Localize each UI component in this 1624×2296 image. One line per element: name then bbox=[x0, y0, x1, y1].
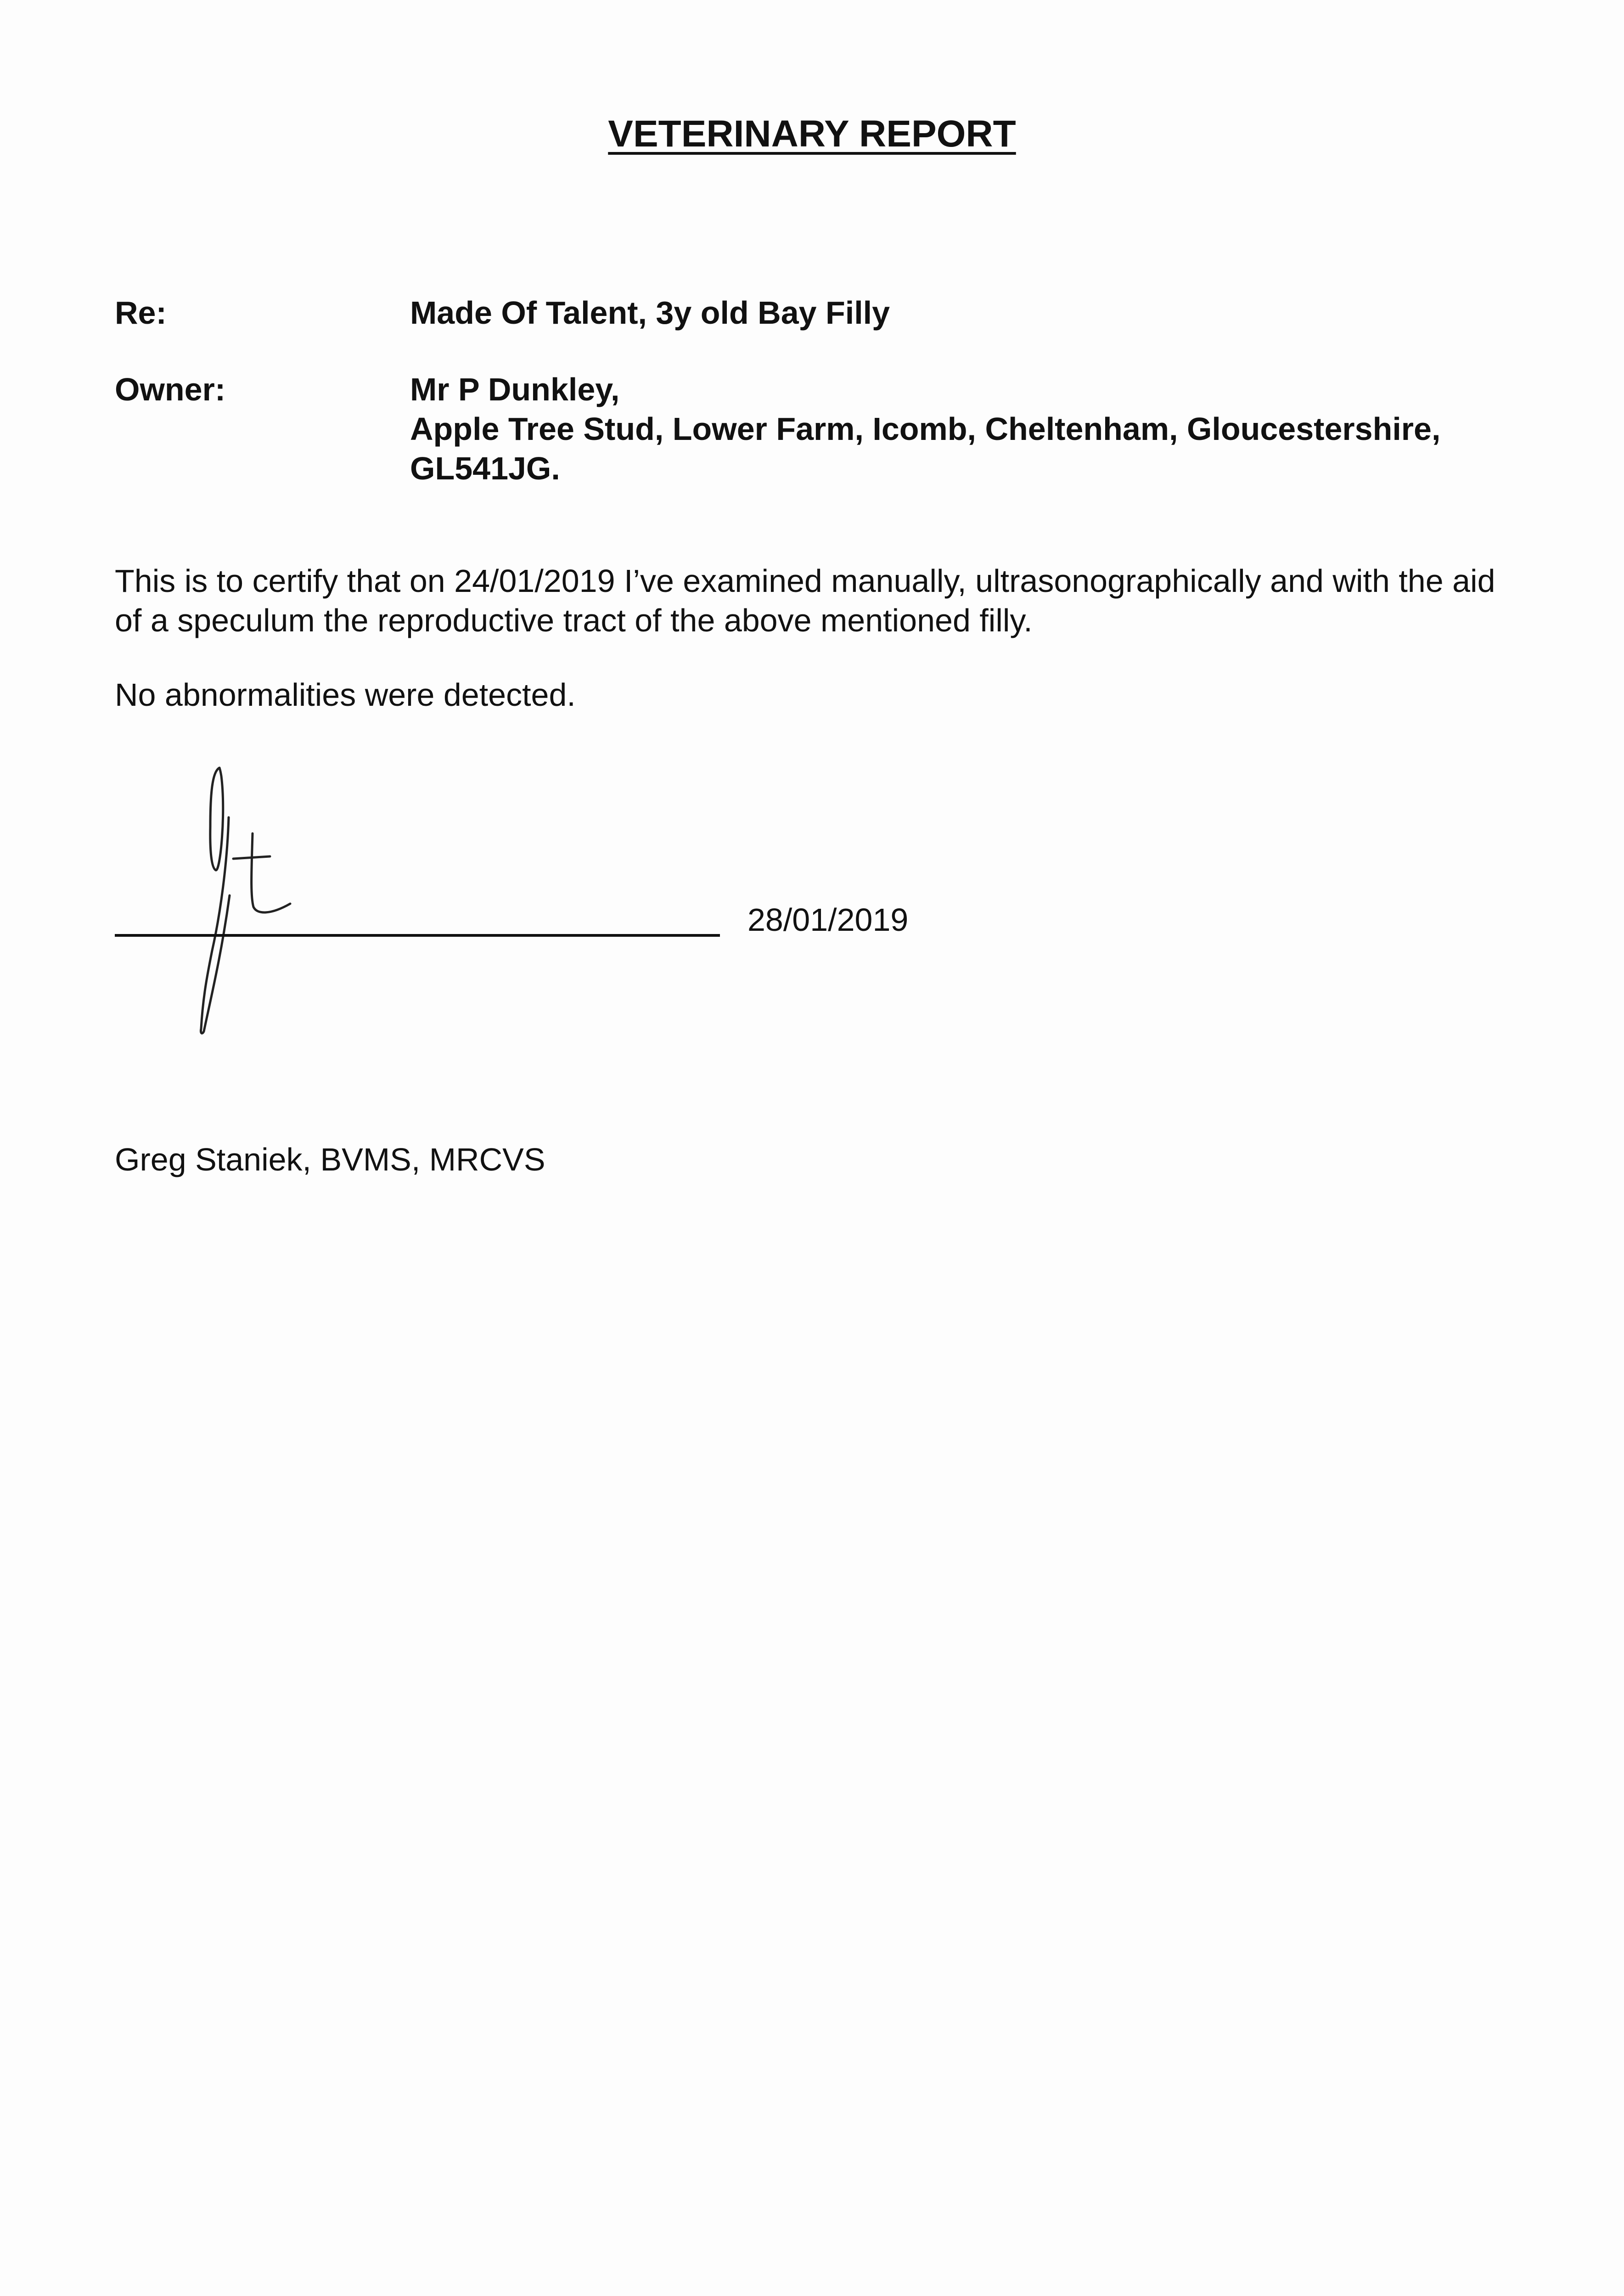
re-value: Made Of Talent, 3y old Bay Filly bbox=[410, 295, 890, 331]
owner-label: Owner: bbox=[115, 371, 226, 407]
owner-name: Mr P Dunkley, bbox=[410, 371, 620, 407]
signature-line bbox=[115, 934, 720, 937]
owner-postcode: GL541JG. bbox=[410, 450, 560, 486]
certification-paragraph: This is to certify that on 24/01/2019 I’ve examined manually, ultrasonographically and with the aid of a speculum the reproductive tract of the above mentioned filly. bbox=[115, 563, 1495, 638]
report-title: VETERINARY REPORT bbox=[608, 113, 1016, 155]
handwritten-signature bbox=[184, 758, 321, 1042]
signature-date: 28/01/2019 bbox=[747, 902, 909, 938]
owner-details bbox=[410, 370, 1440, 488]
signer-name: Greg Staniek, BVMS, MRCVS bbox=[115, 1142, 545, 1177]
finding-paragraph: No abnormalities were detected. bbox=[115, 677, 576, 713]
owner-address: Apple Tree Stud, Lower Farm, Icomb, Cheltenham, Gloucestershire, bbox=[410, 411, 1441, 447]
re-label: Re: bbox=[115, 295, 167, 331]
